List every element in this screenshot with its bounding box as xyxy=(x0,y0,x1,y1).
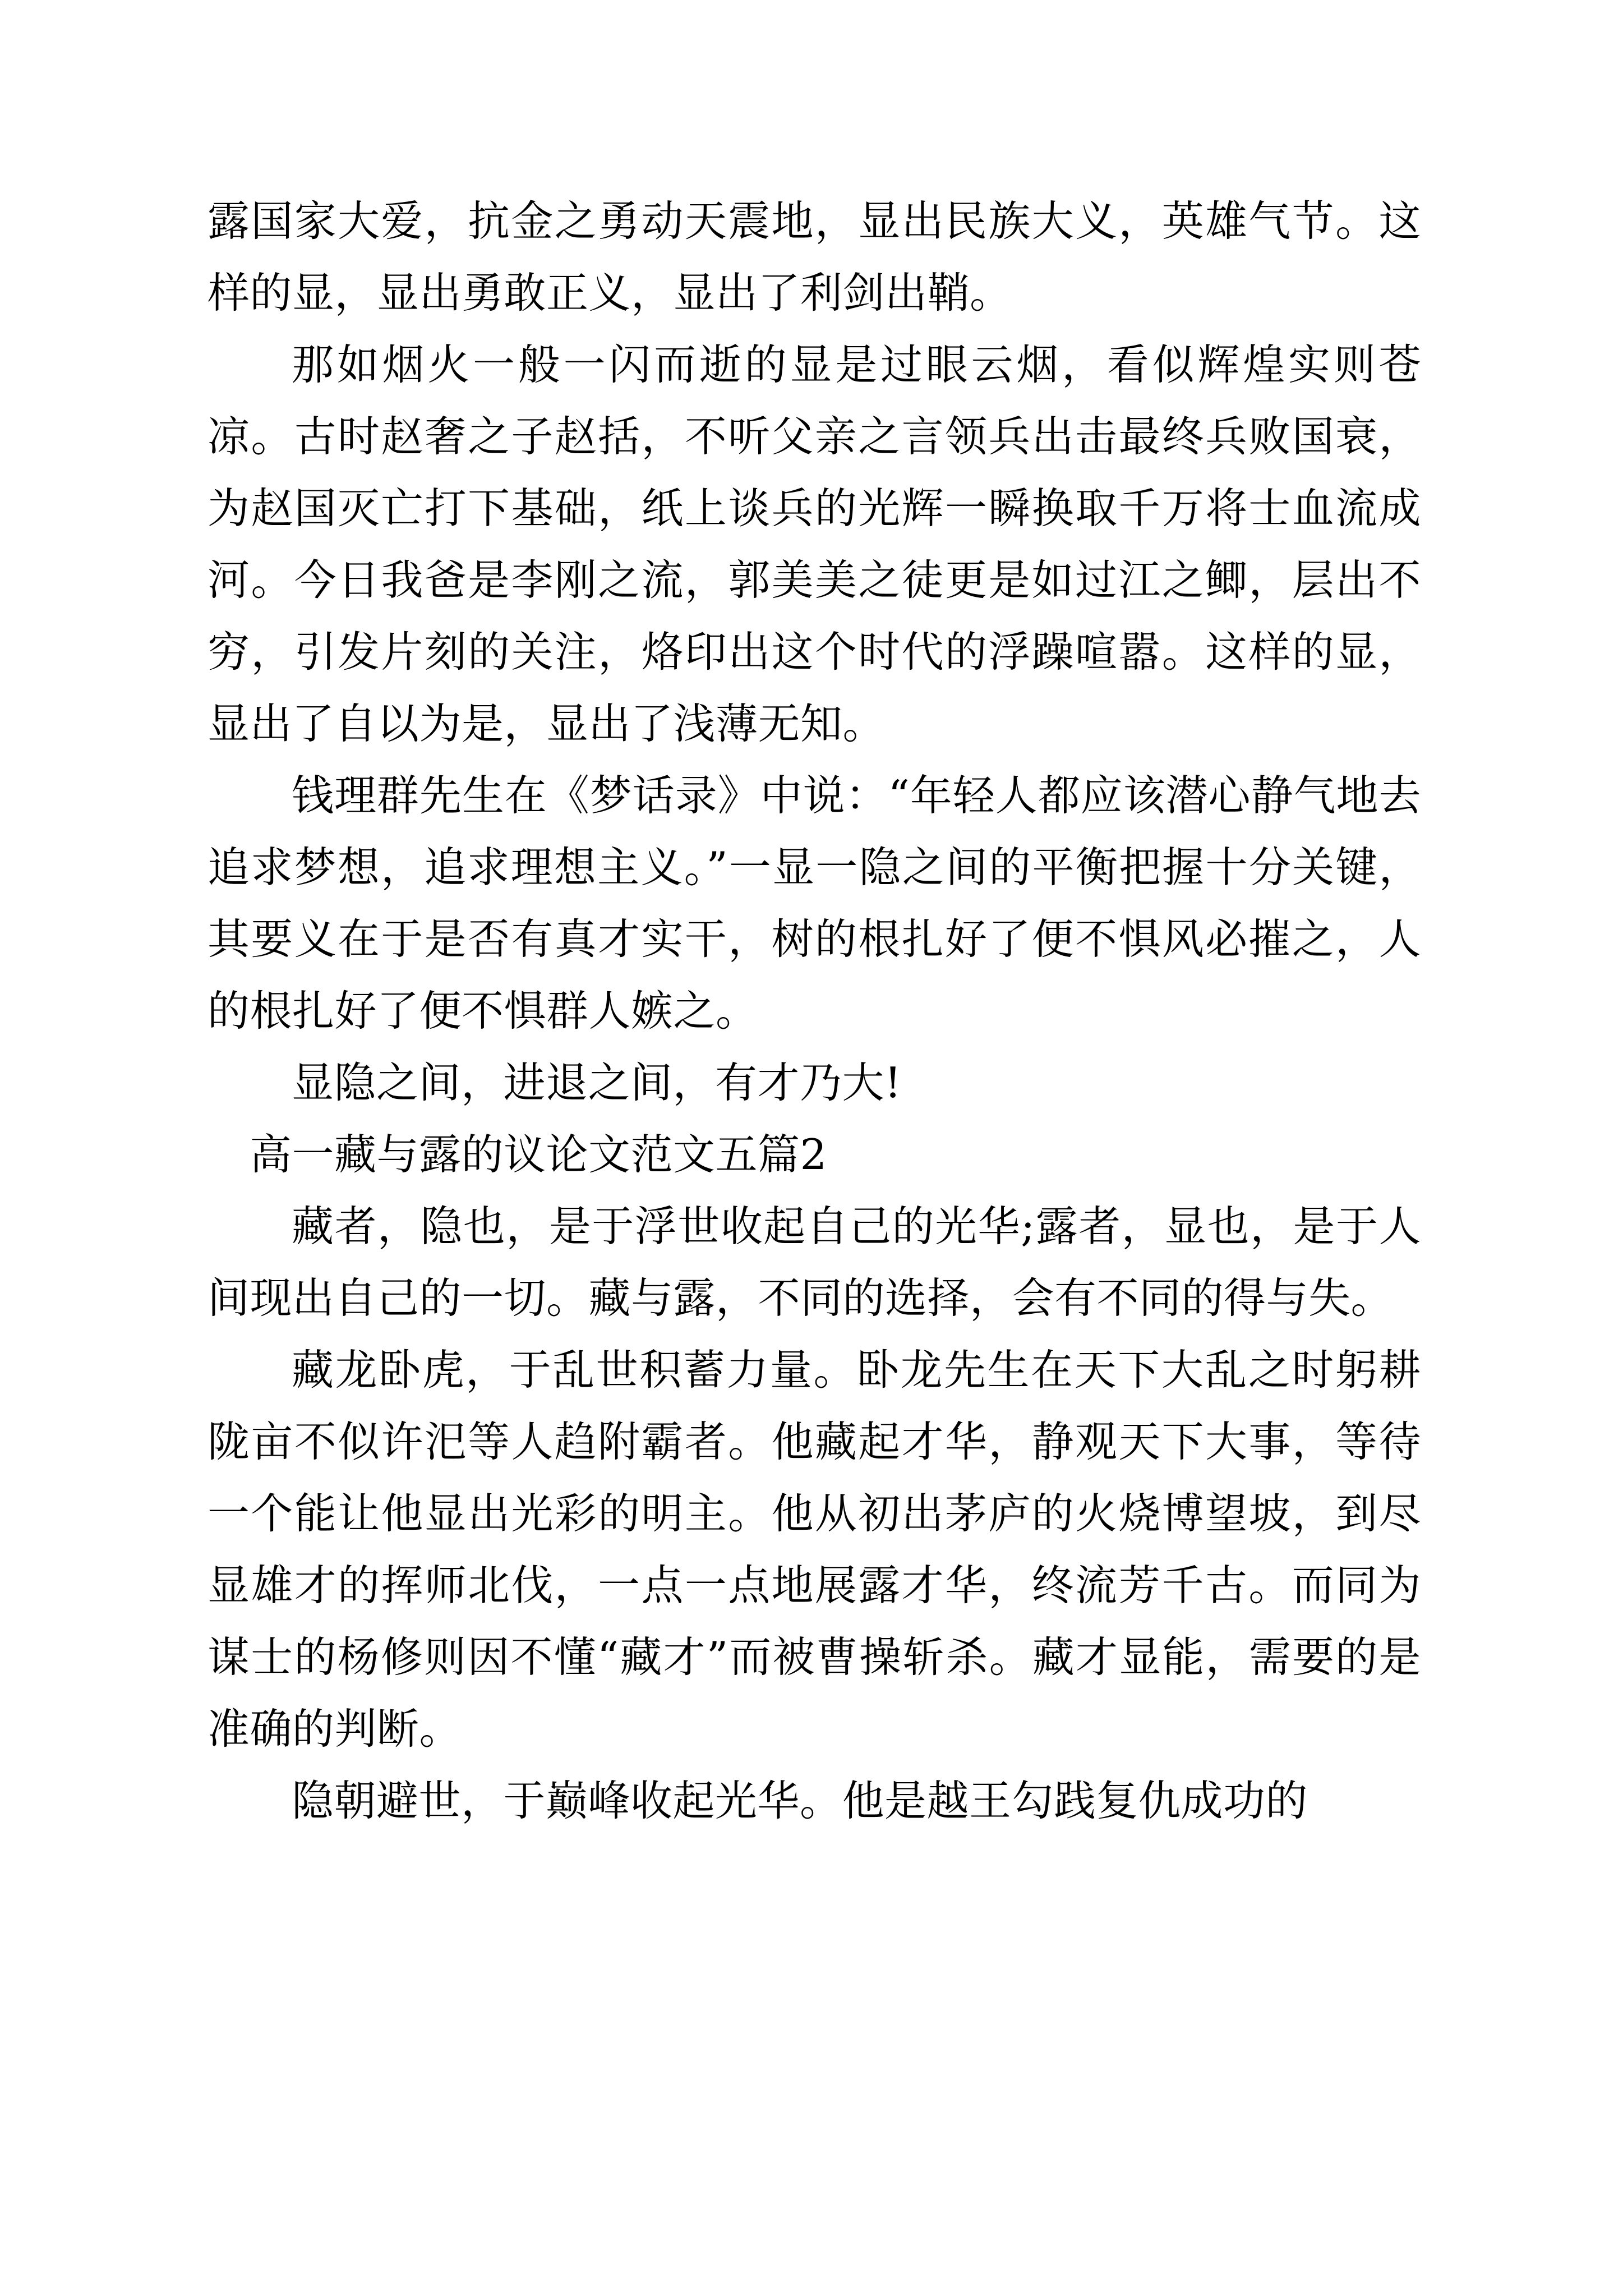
paragraph: 藏龙卧虎，于乱世积蓄力量。卧龙先生在天下大乱之时躬耕陇亩不似许汜等人趋附霸者。他藏起才华，静观天下大事，等待一个能让他显出光彩的明主。他从初出茅庐的火烧博望坡，到尽显雄才的挥师北伐，一点一点地展露才华，终流芳千古。而同为谋士的杨修则因不懂“藏才”而被曹操斩杀。藏才显能，需要的是准确的判断。 xyxy=(208,1345,1421,1754)
paragraph: 那如烟火一般一闪而逝的显是过眼云烟，看似辉煌实则苍凉。古时赵奢之子赵括，不听父亲之言领兵出击最终兵败国衰，为赵国灭亡打下基础，纸上谈兵的光辉一瞬换取千万将士血流成河。今日我爸是李刚之流，郭美美之徒更是如过江之鲫，层出不穷，引发片刻的关注，烙印出这个时代的浮躁喧嚣。这样的显，显出了自以为是，显出了浅薄无知。 xyxy=(208,340,1421,748)
paragraph: 显隐之间，进退之间，有才乃大! xyxy=(292,1058,902,1107)
document-body xyxy=(208,185,1421,1837)
section-heading: 高一藏与露的议论文范文五篇2 xyxy=(250,1130,827,1179)
paragraph: 露国家大爱，抗金之勇动天震地，显出民族大义，英雄气节。这样的显，显出勇敢正义，显出了利剑出鞘。 xyxy=(208,196,1421,318)
paragraph: 隐朝避世，于巅峰收起光华。他是越王勾践复仇成功的 xyxy=(292,1776,1308,1825)
paragraph: 藏者，隐也，是于浮世收起自己的光华;露者，显也，是于人间现出自己的一切。藏与露，不同的选择，会有不同的得与失。 xyxy=(208,1202,1421,1323)
paragraph: 钱理群先生在《梦话录》中说：“年轻人都应该潜心静气地去追求梦想，追求理想主义。”一显一隐之间的平衡把握十分关键，其要义在于是否有真才实干，树的根扎好了便不惧风必摧之，人的根扎好了便不惧群人嫉之。 xyxy=(208,771,1421,1036)
